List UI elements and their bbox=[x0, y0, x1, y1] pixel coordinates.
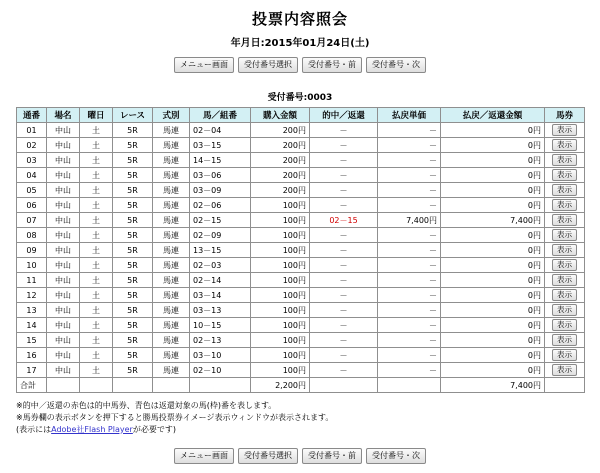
payout-amount: 0円 bbox=[441, 303, 545, 318]
purchase-amount: 100円 bbox=[251, 258, 310, 273]
view-ticket-button[interactable]: 表示 bbox=[552, 259, 577, 271]
bet-type: 馬連 bbox=[153, 168, 190, 183]
day: 土 bbox=[80, 138, 113, 153]
row-number: 02 bbox=[17, 138, 47, 153]
row-number: 11 bbox=[17, 273, 47, 288]
purchase-amount: 200円 bbox=[251, 123, 310, 138]
ticket-cell bbox=[545, 273, 585, 288]
table-row bbox=[17, 273, 585, 288]
payout-amount: 0円 bbox=[441, 183, 545, 198]
race: 5R bbox=[113, 168, 153, 183]
race: 5R bbox=[113, 273, 153, 288]
unit-payout: － bbox=[378, 288, 441, 303]
unit-payout: － bbox=[378, 318, 441, 333]
purchase-amount: 100円 bbox=[251, 198, 310, 213]
receipt-next-button[interactable]: 受付番号・次 bbox=[366, 57, 426, 73]
combination: 10－15 bbox=[190, 318, 251, 333]
unit-payout: － bbox=[378, 258, 441, 273]
total-label: 合計 bbox=[17, 378, 47, 393]
combination: 03－14 bbox=[190, 288, 251, 303]
day: 土 bbox=[80, 303, 113, 318]
unit-payout: － bbox=[378, 243, 441, 258]
payout-amount: 0円 bbox=[441, 243, 545, 258]
unit-payout: － bbox=[378, 363, 441, 378]
bet-type: 馬連 bbox=[153, 213, 190, 228]
row-number: 14 bbox=[17, 318, 47, 333]
ticket-cell bbox=[545, 258, 585, 273]
race: 5R bbox=[113, 183, 153, 198]
combination: 02－03 bbox=[190, 258, 251, 273]
row-number: 01 bbox=[17, 123, 47, 138]
venue: 中山 bbox=[47, 213, 80, 228]
row-number: 13 bbox=[17, 303, 47, 318]
combination: 02－13 bbox=[190, 333, 251, 348]
ticket-cell bbox=[545, 198, 585, 213]
venue: 中山 bbox=[47, 318, 80, 333]
col-header-type: 式別 bbox=[153, 108, 190, 123]
payout-amount: 0円 bbox=[441, 153, 545, 168]
payout-amount: 0円 bbox=[441, 198, 545, 213]
bottom-button-row bbox=[0, 448, 600, 464]
table-row bbox=[17, 198, 585, 213]
day: 土 bbox=[80, 273, 113, 288]
race: 5R bbox=[113, 318, 153, 333]
bet-type: 馬連 bbox=[153, 243, 190, 258]
unit-payout: － bbox=[378, 333, 441, 348]
hit-result: － bbox=[310, 333, 378, 348]
venue: 中山 bbox=[47, 273, 80, 288]
combination: 03－09 bbox=[190, 183, 251, 198]
total-payout: 7,400円 bbox=[441, 378, 545, 393]
col-header-unit-payout: 払戻単価 bbox=[378, 108, 441, 123]
view-ticket-button[interactable]: 表示 bbox=[552, 184, 577, 196]
ticket-cell bbox=[545, 363, 585, 378]
col-header-hit: 的中／返還 bbox=[310, 108, 378, 123]
total-row bbox=[17, 378, 585, 393]
bet-type: 馬連 bbox=[153, 198, 190, 213]
combination: 14－15 bbox=[190, 153, 251, 168]
unit-payout: － bbox=[378, 228, 441, 243]
hit-result: － bbox=[310, 318, 378, 333]
race: 5R bbox=[113, 123, 153, 138]
race: 5R bbox=[113, 333, 153, 348]
race: 5R bbox=[113, 138, 153, 153]
receipt-select-button[interactable]: 受付番号選択 bbox=[238, 448, 298, 464]
ticket-cell bbox=[545, 333, 585, 348]
payout-amount: 0円 bbox=[441, 333, 545, 348]
row-number: 06 bbox=[17, 198, 47, 213]
venue: 中山 bbox=[47, 168, 80, 183]
combination: 03－10 bbox=[190, 348, 251, 363]
unit-payout: － bbox=[378, 123, 441, 138]
venue: 中山 bbox=[47, 348, 80, 363]
table-row bbox=[17, 228, 585, 243]
race: 5R bbox=[113, 228, 153, 243]
hit-result: － bbox=[310, 228, 378, 243]
note-line: (表示にはAdobe社Flash Playerが必要です) bbox=[16, 425, 176, 434]
day: 土 bbox=[80, 213, 113, 228]
table-row bbox=[17, 363, 585, 378]
hit-result: 02－15 bbox=[310, 213, 378, 228]
row-number: 03 bbox=[17, 153, 47, 168]
day: 土 bbox=[80, 243, 113, 258]
unit-payout: 7,400円 bbox=[378, 213, 441, 228]
hit-result: － bbox=[310, 138, 378, 153]
hit-result: － bbox=[310, 168, 378, 183]
row-number: 17 bbox=[17, 363, 47, 378]
receipt-select-button[interactable]: 受付番号選択 bbox=[238, 57, 298, 73]
purchase-amount: 100円 bbox=[251, 228, 310, 243]
table-row bbox=[17, 243, 585, 258]
row-number: 09 bbox=[17, 243, 47, 258]
bet-type: 馬連 bbox=[153, 273, 190, 288]
payout-amount: 0円 bbox=[441, 363, 545, 378]
hit-result: － bbox=[310, 258, 378, 273]
ticket-cell bbox=[545, 348, 585, 363]
purchase-amount: 100円 bbox=[251, 213, 310, 228]
receipt-prev-button[interactable]: 受付番号・前 bbox=[302, 57, 362, 73]
hit-result: － bbox=[310, 273, 378, 288]
venue: 中山 bbox=[47, 123, 80, 138]
purchase-amount: 100円 bbox=[251, 243, 310, 258]
table-row bbox=[17, 288, 585, 303]
payout-amount: 0円 bbox=[441, 228, 545, 243]
unit-payout: － bbox=[378, 273, 441, 288]
unit-payout: － bbox=[378, 348, 441, 363]
ticket-cell bbox=[545, 183, 585, 198]
col-header-ticket: 馬券 bbox=[545, 108, 585, 123]
table-row bbox=[17, 123, 585, 138]
day: 土 bbox=[80, 333, 113, 348]
note-line: ※的中／返還の赤色は的中馬券、青色は返還対象の馬(枠)番を表します。 bbox=[16, 401, 277, 410]
payout-amount: 0円 bbox=[441, 318, 545, 333]
bet-type: 馬連 bbox=[153, 288, 190, 303]
venue: 中山 bbox=[47, 183, 80, 198]
note-line: ※馬券欄の表示ボタンを押下すると勝馬投票券イメージ表示ウィンドウが表示されます。 bbox=[16, 413, 334, 422]
race: 5R bbox=[113, 348, 153, 363]
row-number: 10 bbox=[17, 258, 47, 273]
payout-amount: 0円 bbox=[441, 258, 545, 273]
ticket-cell bbox=[545, 138, 585, 153]
col-header-combo: 馬／組番 bbox=[190, 108, 251, 123]
hit-result: － bbox=[310, 303, 378, 318]
receipt-prev-button[interactable]: 受付番号・前 bbox=[302, 448, 362, 464]
hit-result: － bbox=[310, 123, 378, 138]
purchase-amount: 100円 bbox=[251, 348, 310, 363]
table-row bbox=[17, 348, 585, 363]
ticket-cell bbox=[545, 153, 585, 168]
bet-type: 馬連 bbox=[153, 303, 190, 318]
race: 5R bbox=[113, 303, 153, 318]
venue: 中山 bbox=[47, 303, 80, 318]
menu-button[interactable]: メニュー画面 bbox=[174, 448, 234, 464]
hit-result: － bbox=[310, 153, 378, 168]
unit-payout: － bbox=[378, 138, 441, 153]
payout-amount: 0円 bbox=[441, 138, 545, 153]
flash-player-link[interactable]: Adobe社Flash Player bbox=[51, 425, 133, 434]
ticket-cell bbox=[545, 213, 585, 228]
table-header-row bbox=[17, 108, 585, 123]
row-number: 15 bbox=[17, 333, 47, 348]
purchase-amount: 200円 bbox=[251, 153, 310, 168]
venue: 中山 bbox=[47, 153, 80, 168]
unit-payout: － bbox=[378, 153, 441, 168]
total-amount: 2,200円 bbox=[251, 378, 310, 393]
bet-type: 馬連 bbox=[153, 228, 190, 243]
bet-type: 馬連 bbox=[153, 153, 190, 168]
venue: 中山 bbox=[47, 258, 80, 273]
view-ticket-button[interactable]: 表示 bbox=[552, 244, 577, 256]
day: 土 bbox=[80, 318, 113, 333]
purchase-amount: 200円 bbox=[251, 138, 310, 153]
purchase-amount: 100円 bbox=[251, 363, 310, 378]
row-number: 16 bbox=[17, 348, 47, 363]
race: 5R bbox=[113, 213, 153, 228]
bet-type: 馬連 bbox=[153, 123, 190, 138]
day: 土 bbox=[80, 288, 113, 303]
venue: 中山 bbox=[47, 198, 80, 213]
receipt-number: 受付番号:0003 bbox=[267, 93, 333, 103]
row-number: 08 bbox=[17, 228, 47, 243]
table-row bbox=[17, 183, 585, 198]
bet-type: 馬連 bbox=[153, 183, 190, 198]
col-header-race: レース bbox=[113, 108, 153, 123]
day: 土 bbox=[80, 153, 113, 168]
hit-result: － bbox=[310, 348, 378, 363]
hit-result: － bbox=[310, 183, 378, 198]
purchase-amount: 100円 bbox=[251, 333, 310, 348]
view-ticket-button[interactable]: 表示 bbox=[552, 349, 577, 361]
race: 5R bbox=[113, 198, 153, 213]
unit-payout: － bbox=[378, 183, 441, 198]
table-row bbox=[17, 333, 585, 348]
payout-amount: 0円 bbox=[441, 273, 545, 288]
view-ticket-button[interactable]: 表示 bbox=[552, 334, 577, 346]
table-row bbox=[17, 318, 585, 333]
payout-amount: 0円 bbox=[441, 168, 545, 183]
unit-payout: － bbox=[378, 198, 441, 213]
ticket-cell bbox=[545, 288, 585, 303]
day: 土 bbox=[80, 168, 113, 183]
day: 土 bbox=[80, 363, 113, 378]
bet-type: 馬連 bbox=[153, 363, 190, 378]
view-ticket-button[interactable]: 表示 bbox=[552, 199, 577, 211]
view-ticket-button[interactable]: 表示 bbox=[552, 289, 577, 301]
table-row bbox=[17, 153, 585, 168]
col-header-number: 通番 bbox=[17, 108, 47, 123]
payout-amount: 0円 bbox=[441, 348, 545, 363]
view-ticket-button[interactable]: 表示 bbox=[552, 319, 577, 331]
top-button-row bbox=[0, 57, 600, 73]
ticket-cell bbox=[545, 243, 585, 258]
day: 土 bbox=[80, 228, 113, 243]
combination: 02－06 bbox=[190, 198, 251, 213]
date-label: 年月日:2015年01月24日(土) bbox=[230, 38, 370, 49]
row-number: 07 bbox=[17, 213, 47, 228]
unit-payout: － bbox=[378, 168, 441, 183]
bet-type: 馬連 bbox=[153, 318, 190, 333]
bet-type: 馬連 bbox=[153, 258, 190, 273]
payout-amount: 0円 bbox=[441, 288, 545, 303]
venue: 中山 bbox=[47, 243, 80, 258]
hit-result: － bbox=[310, 363, 378, 378]
day: 土 bbox=[80, 348, 113, 363]
day: 土 bbox=[80, 123, 113, 138]
day: 土 bbox=[80, 183, 113, 198]
table-row bbox=[17, 168, 585, 183]
race: 5R bbox=[113, 258, 153, 273]
view-ticket-button[interactable]: 表示 bbox=[552, 139, 577, 151]
combination: 03－15 bbox=[190, 138, 251, 153]
day: 土 bbox=[80, 198, 113, 213]
purchase-amount: 200円 bbox=[251, 168, 310, 183]
view-ticket-button[interactable]: 表示 bbox=[552, 364, 577, 376]
view-ticket-button[interactable]: 表示 bbox=[552, 274, 577, 286]
combination: 02－10 bbox=[190, 363, 251, 378]
race: 5R bbox=[113, 363, 153, 378]
bet-type: 馬連 bbox=[153, 348, 190, 363]
purchase-amount: 100円 bbox=[251, 288, 310, 303]
bet-type: 馬連 bbox=[153, 333, 190, 348]
combination: 02－14 bbox=[190, 273, 251, 288]
race: 5R bbox=[113, 243, 153, 258]
view-ticket-button[interactable]: 表示 bbox=[552, 304, 577, 316]
purchase-amount: 200円 bbox=[251, 183, 310, 198]
hit-result: － bbox=[310, 243, 378, 258]
payout-amount: 7,400円 bbox=[441, 213, 545, 228]
col-header-venue: 場名 bbox=[47, 108, 80, 123]
table-row bbox=[17, 258, 585, 273]
view-ticket-button[interactable]: 表示 bbox=[552, 214, 577, 226]
day: 土 bbox=[80, 258, 113, 273]
purchase-amount: 100円 bbox=[251, 303, 310, 318]
table-row bbox=[17, 303, 585, 318]
hit-result: － bbox=[310, 198, 378, 213]
view-ticket-button[interactable]: 表示 bbox=[552, 169, 577, 181]
row-number: 12 bbox=[17, 288, 47, 303]
view-ticket-button[interactable]: 表示 bbox=[552, 229, 577, 241]
receipt-next-button[interactable]: 受付番号・次 bbox=[366, 448, 426, 464]
bet-type: 馬連 bbox=[153, 138, 190, 153]
page-title: 投票内容照会 bbox=[251, 10, 348, 28]
table-row bbox=[17, 138, 585, 153]
venue: 中山 bbox=[47, 333, 80, 348]
ticket-cell bbox=[545, 303, 585, 318]
unit-payout: － bbox=[378, 303, 441, 318]
table-row bbox=[17, 213, 585, 228]
payout-amount: 0円 bbox=[441, 123, 545, 138]
venue: 中山 bbox=[47, 138, 80, 153]
row-number: 04 bbox=[17, 168, 47, 183]
venue: 中山 bbox=[47, 288, 80, 303]
purchase-amount: 100円 bbox=[251, 318, 310, 333]
view-ticket-button[interactable]: 表示 bbox=[552, 124, 577, 136]
hit-result: － bbox=[310, 288, 378, 303]
purchase-amount: 100円 bbox=[251, 273, 310, 288]
ticket-cell bbox=[545, 123, 585, 138]
venue: 中山 bbox=[47, 363, 80, 378]
notes bbox=[16, 400, 333, 436]
combination: 03－13 bbox=[190, 303, 251, 318]
race: 5R bbox=[113, 153, 153, 168]
ticket-cell bbox=[545, 168, 585, 183]
bet-table bbox=[16, 107, 585, 393]
combination: 02－04 bbox=[190, 123, 251, 138]
row-number: 05 bbox=[17, 183, 47, 198]
venue: 中山 bbox=[47, 228, 80, 243]
ticket-cell bbox=[545, 228, 585, 243]
view-ticket-button[interactable]: 表示 bbox=[552, 154, 577, 166]
col-header-day: 曜日 bbox=[80, 108, 113, 123]
ticket-cell bbox=[545, 318, 585, 333]
combination: 03－06 bbox=[190, 168, 251, 183]
col-header-payout: 払戻／返還金額 bbox=[441, 108, 545, 123]
combination: 13－15 bbox=[190, 243, 251, 258]
col-header-amount: 購入金額 bbox=[251, 108, 310, 123]
combination: 02－15 bbox=[190, 213, 251, 228]
menu-button[interactable]: メニュー画面 bbox=[174, 57, 234, 73]
race: 5R bbox=[113, 288, 153, 303]
combination: 02－09 bbox=[190, 228, 251, 243]
